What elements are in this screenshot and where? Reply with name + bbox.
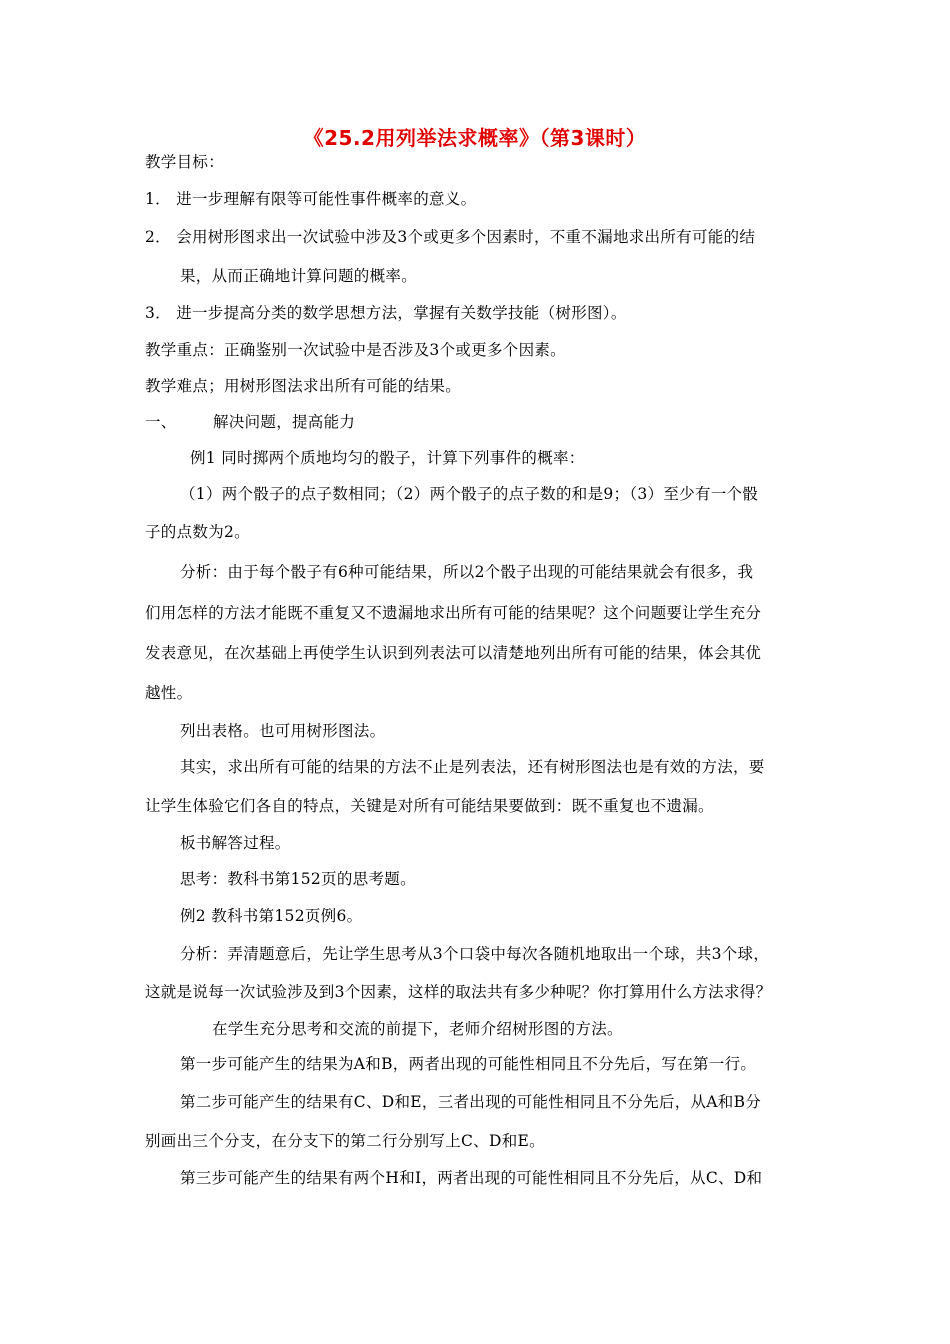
section-title: 解决问题，提高能力 — [213, 413, 356, 431]
analysis-2-line-1: 分析：弄清题意后，先让学生思考从3个口袋中每次各随机地取出一个球，共3个球， — [180, 945, 770, 963]
objectives-heading: 教学目标： — [145, 153, 225, 171]
analysis-1-line-1: 分析：由于每个骰子有6种可能结果，所以2个骰子出现的可能结果就会有很多，我 — [180, 563, 754, 581]
objective-3: 3． 进一步提高分类的数学思想方法，掌握有关数学技能（树形图）。 — [145, 304, 627, 322]
example-1-items: （1）两个骰子的点子数相同；（2）两个骰子的点子数的和是9；（3）至少有一个骰 — [180, 485, 759, 503]
example-1: 例1 同时掷两个质地均匀的骰子，计算下列事件的概率： — [190, 449, 585, 467]
objective-2: 2． 会用树形图求出一次试验中涉及3个或更多个因素时，不重不漏地求出所有可能的结 — [145, 228, 756, 246]
difficulty: 教学难点；用树形图法求出所有可能的结果。 — [145, 377, 462, 395]
analysis-2-line-3: 在学生充分思考和交流的前提下，老师介绍树形图的方法。 — [212, 1020, 623, 1038]
key-point: 教学重点：正确鉴别一次试验中是否涉及3个或更多个因素。 — [145, 341, 566, 359]
step-2-line-2: 别画出三个分支，在分支下的第二行分别写上C、D和E。 — [145, 1132, 545, 1150]
board-note: 板书解答过程。 — [180, 834, 291, 852]
section-number: 一、 — [145, 413, 177, 431]
analysis-2-line-2: 这就是说每一次试验涉及到3个因素，这样的取法共有多少种呢？你打算用什么方法求得？ — [145, 983, 772, 1001]
in-fact-line-1: 其实，求出所有可能的结果的方法不止是列表法，还有树形图法也是有效的方法，要 — [180, 758, 765, 776]
step-3-line-1: 第三步可能产生的结果有两个H和I，两者出现的可能性相同且不分先后，从C、D和 — [180, 1169, 763, 1187]
document-title: 《25.2用列举法求概率》（第3课时） — [303, 126, 647, 150]
analysis-1-line-3: 发表意见，在次基础上再使学生认识到列表法可以清楚地列出所有可能的结果，体会其优 — [145, 644, 762, 662]
think-note: 思考：教科书第152页的思考题。 — [180, 870, 416, 888]
example-2: 例2 教科书第152页例6。 — [180, 907, 363, 925]
list-table: 列出表格。也可用树形图法。 — [180, 722, 386, 740]
step-2-line-1: 第二步可能产生的结果有C、D和E，三者出现的可能性相同且不分先后，从A和B分 — [180, 1093, 762, 1111]
section-heading — [145, 410, 355, 432]
objective-1: 1． 进一步理解有限等可能性事件概率的意义。 — [145, 190, 477, 208]
example-1-items-continued: 子的点数为2。 — [145, 523, 250, 541]
step-1: 第一步可能产生的结果为A和B，两者出现的可能性相同且不分先后，写在第一行。 — [180, 1055, 757, 1073]
in-fact-line-2: 让学生体验它们各自的特点，关键是对所有可能结果要做到：既不重复也不遗漏。 — [145, 797, 714, 815]
analysis-1-line-4: 越性。 — [145, 684, 193, 702]
analysis-1-line-2: 们用怎样的方法才能既不重复又不遗漏地求出所有可能的结果呢？这个问题要让学生充分 — [145, 604, 762, 622]
objective-2-continued: 果，从而正确地计算问题的概率。 — [180, 267, 418, 285]
